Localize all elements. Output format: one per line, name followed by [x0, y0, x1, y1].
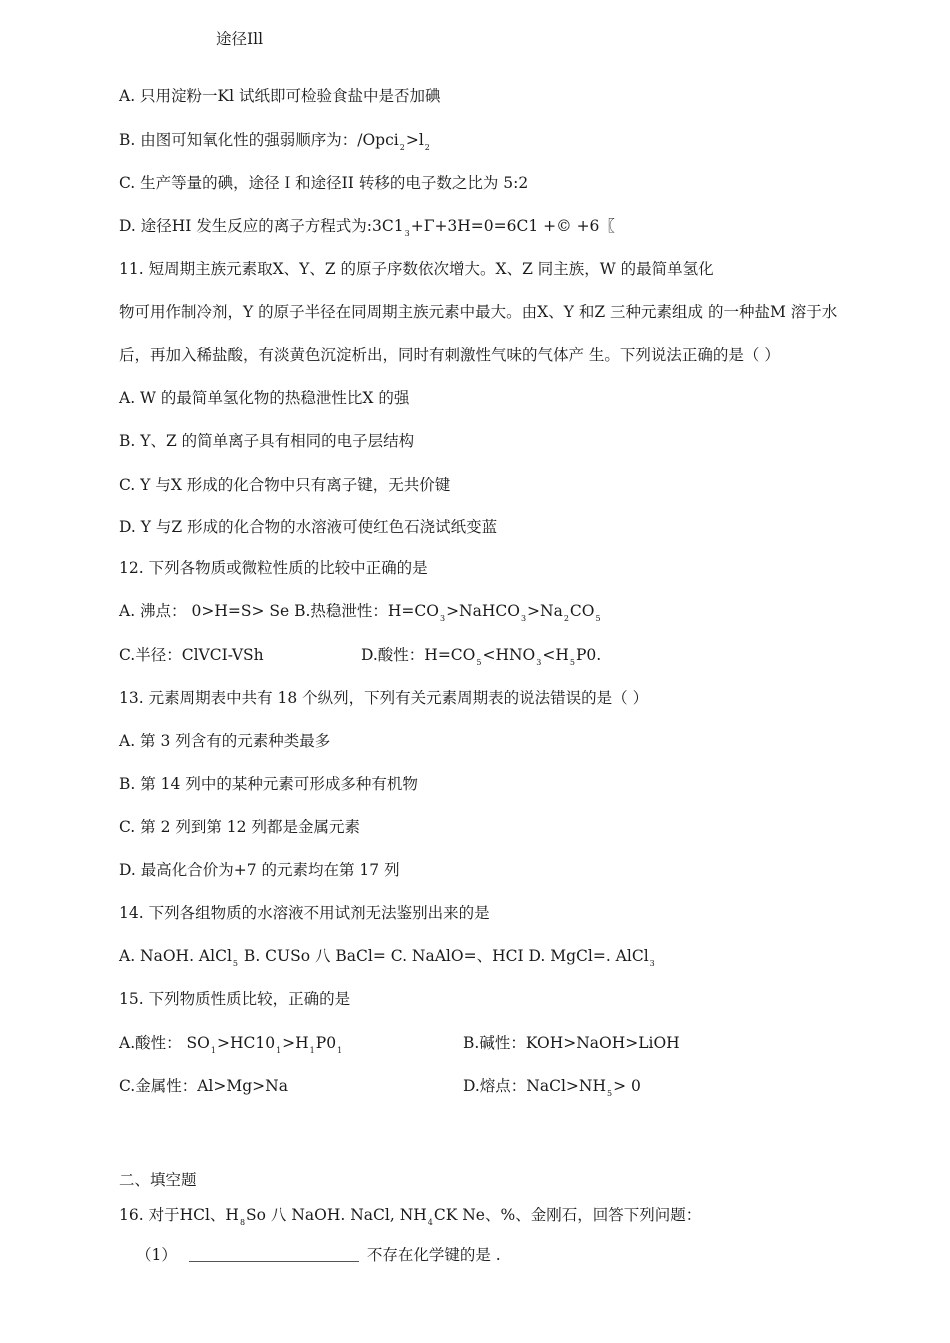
q15-option-a — [119, 1033, 343, 1061]
text: P0 — [315, 1034, 337, 1052]
subscript: 5 — [232, 959, 238, 968]
answer-blank[interactable] — [189, 1247, 359, 1262]
subscript: 3 — [520, 614, 527, 623]
q11-stem-line2: 物可用作制冷剂，Y 的原子半径在同周期主族元素中最大。由X、Y 和Z 三种元素组成 的一种盐M 溶于水 — [119, 303, 838, 321]
text: P0. — [575, 646, 602, 664]
text: >H — [282, 1034, 309, 1052]
q11-option-d: D. Y 与Z 形成的化合物的水溶液可使红色石浇试纸变蓝 — [119, 518, 498, 536]
q10-option-d — [119, 216, 615, 244]
q12-option-d — [361, 645, 601, 673]
subscript: 2 — [424, 143, 430, 152]
text: A. 沸点： 0>H=S> Se B.热稳泄性：H=CO — [119, 602, 439, 620]
q14-options — [119, 946, 656, 974]
q12-stem: 12. 下列各物质或微粒性质的比较中正确的是 — [119, 559, 428, 577]
subscript: 4 — [427, 1218, 433, 1227]
q14-stem: 14. 下列各组物质的水溶液不用试剂无法鉴别出来的是 — [119, 904, 490, 922]
q13-stem: 13. 元素周期表中共有 18 个纵列，下列有关元素周期表的说法错误的是（ ） — [119, 689, 649, 707]
line-route-iii: 途径Ill — [216, 30, 264, 48]
text: >HC10 — [216, 1034, 276, 1052]
subscript: 1 — [210, 1046, 216, 1055]
text: D.熔点：NaCl>NH — [463, 1077, 606, 1095]
q11-option-c: C. Y 与X 形成的化合物中只有离子键，无共价键 — [119, 476, 451, 494]
q15-stem: 15. 下列物质性质比较，正确的是 — [119, 990, 351, 1008]
q12-option-c: C.半径：ClVCI-VSh — [119, 646, 264, 664]
q13-option-c: C. 第 2 列到第 12 列都是金属元素 — [119, 818, 360, 836]
subscript: 3 — [439, 614, 446, 623]
subscript: 2 — [563, 614, 569, 623]
q11-option-b: B. Y、Z 的简单离子具有相同的电子层结构 — [119, 432, 415, 450]
subscript: 5 — [476, 658, 482, 667]
subscript: 1 — [276, 1046, 282, 1055]
text: >NaHCO — [446, 602, 520, 620]
subscript: 3 — [649, 959, 655, 968]
part-prompt: 不存在化学键的是 . — [366, 1246, 501, 1264]
subscript: 5 — [607, 1089, 613, 1098]
q10-option-a: A. 只用淀粉一Kl 试纸即可检验食盐中是否加碘 — [119, 87, 441, 105]
subscript: 1 — [337, 1046, 343, 1055]
q10-option-b — [119, 130, 431, 158]
text: >Na — [527, 602, 563, 620]
q11-stem-line1: 11. 短周期主族元素取X、Y、Z 的原子序数依次增大。X、Z 同主族，W 的最简单氢化 — [119, 260, 714, 278]
subscript: 8 — [239, 1218, 246, 1227]
text: >l — [405, 131, 424, 149]
subscript: 5 — [569, 658, 575, 667]
q11-option-a: A. W 的最简单氢化物的热稳泄性比X 的强 — [119, 389, 410, 407]
q12-options-ab — [119, 601, 602, 629]
q16-part1 — [136, 1245, 501, 1265]
subscript: 3 — [404, 229, 410, 238]
text: CO — [569, 602, 595, 620]
section-fill-in-heading: 二、填空题 — [119, 1171, 197, 1189]
text: A. NaOH. AlCl — [119, 947, 232, 965]
text: D. 途径HI 发生反应的离子方程式为:3C1 — [119, 217, 404, 235]
text: A.酸性： SO — [119, 1034, 210, 1052]
q10-option-c: C. 生产等量的碘，途径Ｉ和途径II 转移的电子数之比为 5:2 — [119, 174, 529, 192]
q15-option-c: C.金属性：Al>Mg>Na — [119, 1077, 288, 1095]
text: B. 由图可知氧化性的强弱顺序为：/Opci — [119, 131, 399, 149]
q11-stem-line3: 后，再加入稀盐酸，有淡黄色沉淀析出，同时有刺激性气味的气体产 生。下列说法正确的是（ ） — [119, 346, 780, 364]
q13-option-d: D. 最高化合价为+7 的元素均在第 17 列 — [119, 861, 400, 879]
text: CK Ne、%、金刚石，回答下列问题： — [433, 1206, 702, 1224]
subscript: 1 — [309, 1046, 315, 1055]
q13-option-a: A. 第 3 列含有的元素种类最多 — [119, 732, 331, 750]
q13-option-b: B. 第 14 列中的某种元素可形成多种有机物 — [119, 775, 418, 793]
text: +Γ+3H=0=6C1 +© +6〖 — [410, 217, 615, 235]
part-number: （1） — [136, 1246, 177, 1264]
q15-option-d — [463, 1076, 641, 1104]
q16-stem — [119, 1205, 701, 1233]
subscript: 2 — [399, 143, 405, 152]
text: 16. 对于HCl、H — [119, 1206, 239, 1224]
text: <H — [542, 646, 569, 664]
subscript: 3 — [536, 658, 542, 667]
text: B. CUSo 八 BaCl= C. NaAlO=、HCI D. MgCl=. AlCl — [239, 947, 649, 965]
text: <HNO — [482, 646, 536, 664]
text: > 0 — [613, 1077, 641, 1095]
text: D.酸性：H=CO — [361, 646, 476, 664]
subscript: 5 — [595, 614, 601, 623]
q15-option-b: B.碱性：KOH>NaOH>LiOH — [463, 1034, 680, 1052]
text: So 八 NaOH. NaCl, NH — [246, 1206, 427, 1224]
